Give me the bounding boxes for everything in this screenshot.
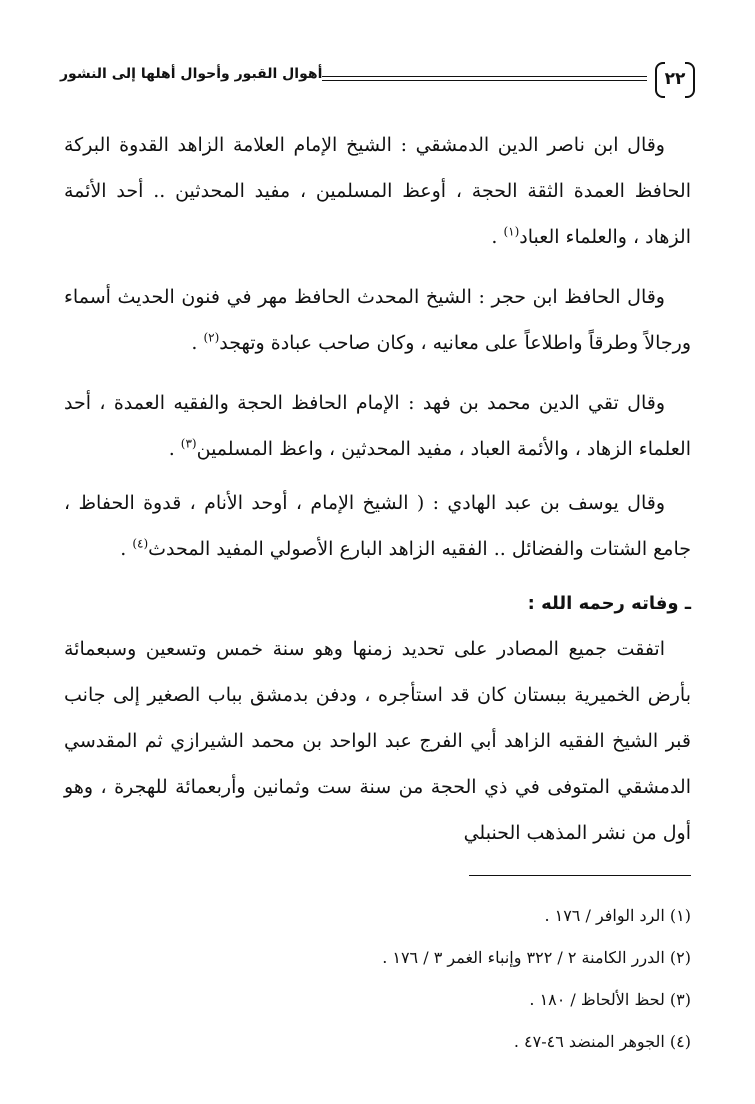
- footnote-ref: (٣): [180, 436, 197, 451]
- paragraph-end: .: [168, 438, 181, 460]
- footnote-ref: (١): [503, 224, 520, 239]
- running-title: أهوال القبور وأحوال أهلها إلى النشور: [60, 66, 323, 82]
- page-number: ٢٢: [664, 69, 686, 89]
- header-rule: [322, 76, 647, 81]
- paragraph-1: [64, 122, 691, 260]
- paragraph-end: .: [491, 226, 504, 248]
- footnote-1: (١) الرد الوافر / ١٧٦ .: [544, 906, 691, 925]
- footnotes: [64, 895, 691, 1063]
- footnote-4: (٤) الجوهر المنضد ٤٦-٤٧ .: [513, 1032, 691, 1051]
- paragraph-2: [64, 274, 691, 366]
- footnote-3: (٣) لحظ الألحاظ / ١٨٠ .: [529, 990, 691, 1009]
- section-heading: ـ وفاته رحمه الله :: [527, 593, 691, 614]
- paragraph-text: وقال الحافظ ابن حجر : الشيخ المحدث الحافظ مهر في فنون الحديث أسماء ورجالاً وطرقاً واطلاعاً على معانيه ، وكان صاحب عبادة وتهجد: [64, 286, 691, 354]
- paragraph-end: .: [120, 538, 133, 560]
- page-header: [60, 60, 695, 104]
- main-text: [64, 122, 691, 870]
- section-paragraph: اتفقت جميع المصادر على تحديد زمنها وهو سنة خمس وتسعين وسبعمائة بأرض الخميرية ببستان كان قد استأجره ، ودفن بدمشق بباب الصغير إلى جانب قبر الشيخ الفقيه الزاهد أبي الفرج عبد الواحد بن محمد الشيرازي ثم المقدسي الدمشقي المتوفى في ذي الحجة من سنة ست وثمانين وأربعمائة للهجرة ، وهو أول من نشر المذهب الحنبلي: [64, 638, 691, 844]
- paragraph-text: وقال يوسف بن عبد الهادي : ( الشيخ الإمام ، أوحد الأنام ، قدوة الحفاظ ، جامع الشتات والفضائل .. الفقيه الزاهد البارع الأصولي المفيد المحدث: [64, 492, 691, 560]
- paragraph-4: [64, 480, 691, 572]
- footnote-ref: (٢): [203, 330, 220, 345]
- paragraph-text: وقال تقي الدين محمد بن فهد : الإمام الحافظ الحجة والفقيه العمدة ، أحد العلماء الزهاد ، والأئمة العباد ، مفيد المحدثين ، واعظ المسلمين: [64, 392, 691, 460]
- footnote-rule: [469, 875, 691, 876]
- footnote-2: (٢) الدرر الكامنة ٢ / ٣٢٢ وإنباء الغمر ٣ / ١٧٦ .: [382, 948, 691, 967]
- paragraph-end: .: [191, 332, 204, 354]
- footnote-ref: (٤): [132, 536, 149, 551]
- paragraph-3: [64, 380, 691, 472]
- paragraph-text: وقال ابن ناصر الدين الدمشقي : الشيخ الإمام العلامة الزاهد القدوة البركة الحافظ العمدة الثقة الحجة ، أوعظ المسلمين ، مفيد المحدثين .. أحد الأئمة الزهاد ، والعلماء العباد: [64, 134, 691, 248]
- page-number-frame: [655, 62, 695, 96]
